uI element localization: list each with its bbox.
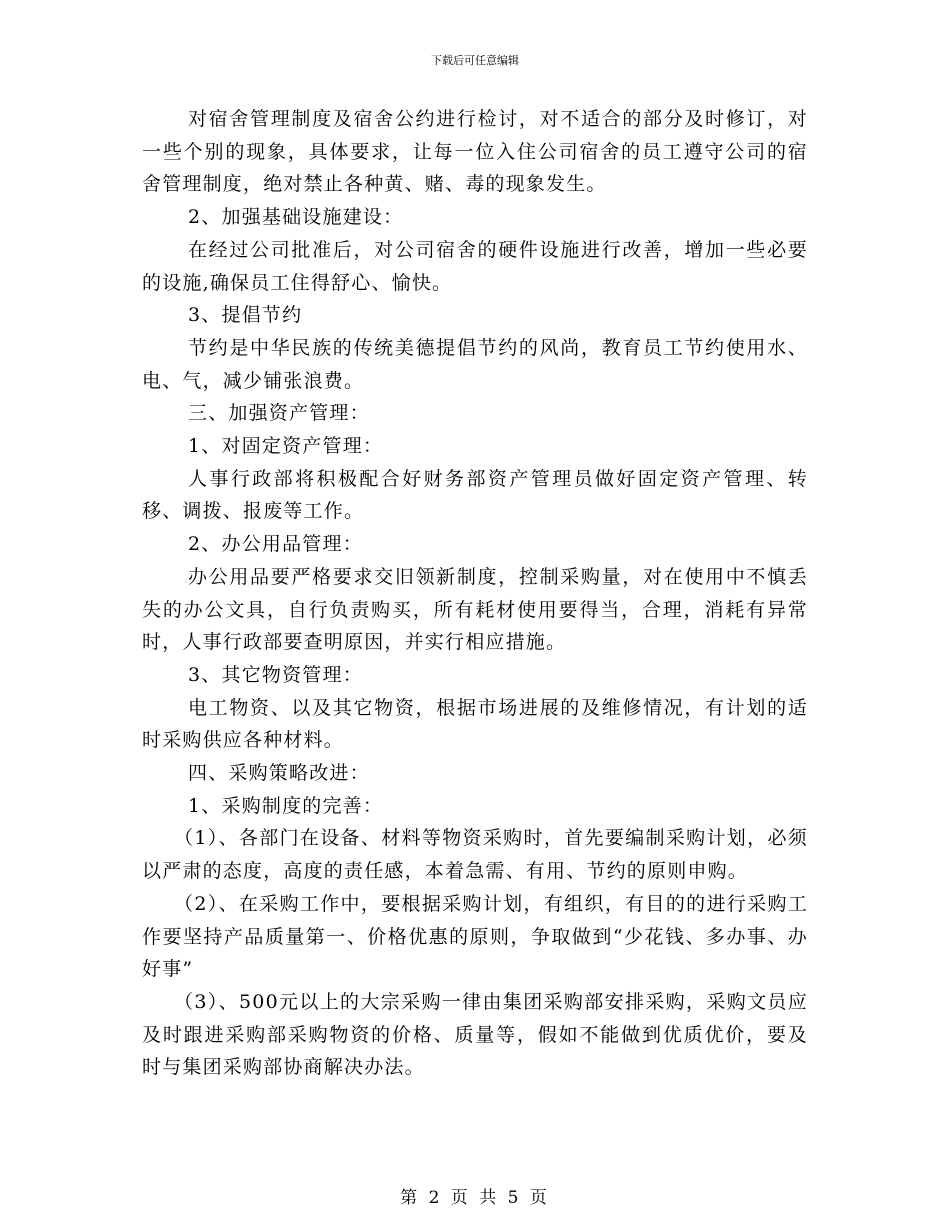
paragraph: 节约是中华民族的传统美德提倡节约的风尚，教育员工节约使用水、电、气，减少铺张浪费。 xyxy=(142,336,808,392)
paragraph: 对宿舍管理制度及宿舍公约进行检讨，对不适合的部分及时修订，对一些个别的现象，具体要求，让每一位入住公司宿舍的员工遵守公司的宿舍管理制度，绝对禁止各种黄、赌、毒的现象发生。 xyxy=(142,108,808,196)
paragraph: 在经过公司批准后，对公司宿舍的硬件设施进行改善，增加一些必要的设施,确保员工住得舒心、愉快。 xyxy=(142,238,808,294)
section-heading: 1、采购制度的完善： xyxy=(188,794,384,817)
section-heading: 1、对固定资产管理： xyxy=(188,435,384,458)
list-item: （1）、各部门在设备、材料等物资采购时，首先要编制采购计划，必须以严肃的态度，高度的责任感，本着急需、有用、节约的原则申购。 xyxy=(142,827,808,883)
page-header: 下载后可任意编辑 xyxy=(431,54,519,67)
section-heading: 2、办公用品管理： xyxy=(188,533,363,556)
list-item: （3）、500元以上的大宗采购一律由集团采购部安排采购，采购文员应及时跟进采购部采购物资的价格、质量等，假如不能做到优质优价，要及时与集团采购部协商解决办法。 xyxy=(142,990,808,1079)
paragraph: 人事行政部将积极配合好财务部资产管理员做好固定资产管理、转移、调拨、报废等工作。 xyxy=(142,467,808,523)
section-heading: 3、其它物资管理： xyxy=(188,663,363,686)
paragraph: 办公用品要严格要求交旧领新制度，控制采购量，对在使用中不慎丢失的办公文具，自行负责购买，所有耗材使用要得当，合理，消耗有异常时，人事行政部要查明原因，并实行相应措施。 xyxy=(142,565,808,654)
section-heading: 3、提倡节约 xyxy=(188,304,303,327)
page-footer: 第 2 页 共 5 页 xyxy=(400,1188,550,1208)
paragraph: 电工物资、以及其它物资，根据市场进展的及维修情况，有计划的适时采购供应各种材料。 xyxy=(142,696,808,752)
list-item: （2）、在采购工作中，要根据采购计划，有组织，有目的的进行采购工作要坚持产品质量第一、价格优惠的原则，争取做到“少花钱、多办事、办好事” xyxy=(142,892,808,981)
section-heading: 四、采购策略改进： xyxy=(188,762,370,785)
section-heading: 三、加强资产管理： xyxy=(188,402,370,425)
section-heading: 2、加强基础设施建设： xyxy=(188,206,404,229)
document-body xyxy=(142,103,808,1084)
